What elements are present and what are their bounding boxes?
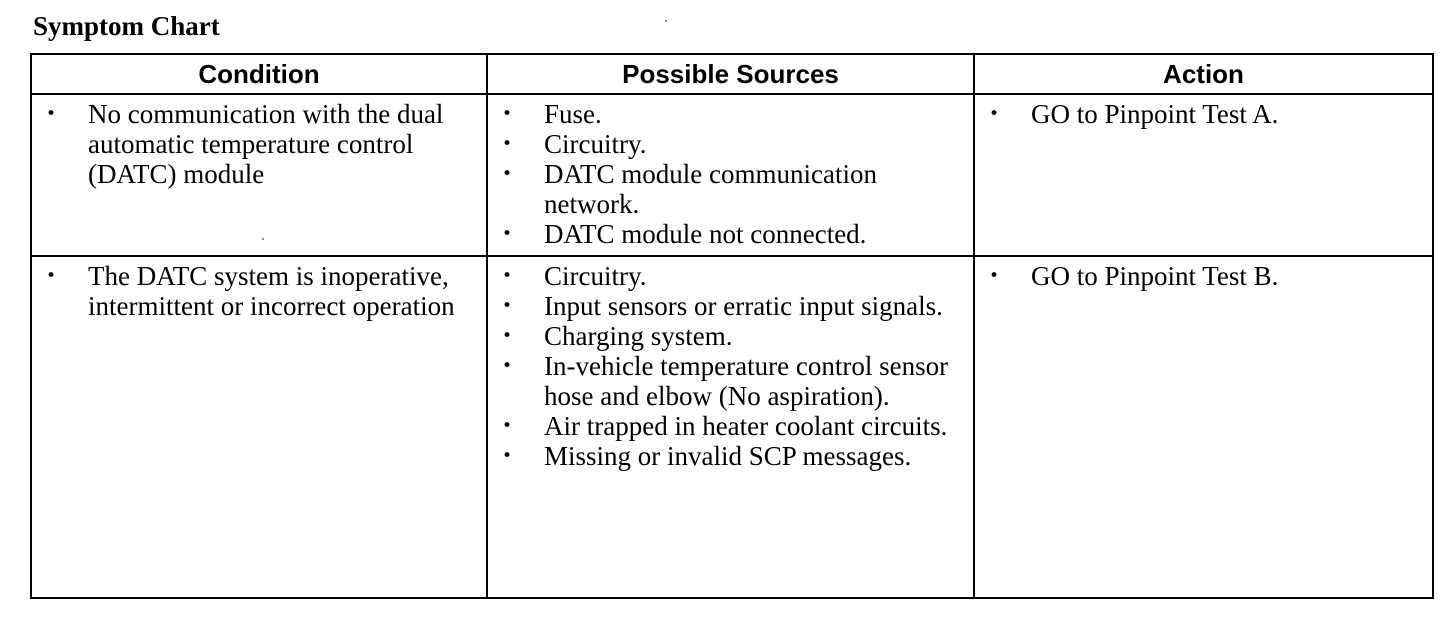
table-header-row	[31, 54, 1433, 94]
source-text: Circuitry.	[544, 129, 647, 159]
source-text: Missing or invalid SCP messages.	[544, 441, 912, 471]
action-cell	[974, 256, 1433, 598]
symptom-table	[30, 53, 1434, 599]
column-header-condition: Condition	[31, 54, 487, 94]
condition-text: No communication with the dual automatic temperature control (DATC) module	[88, 99, 444, 189]
action-list	[975, 257, 1432, 297]
source-text: DATC module communication network.	[544, 159, 877, 219]
bullet-icon: •	[502, 104, 513, 124]
source-text: Input sensors or erratic input signals.	[544, 291, 943, 321]
list-item	[502, 99, 965, 129]
column-header-action: Action	[974, 54, 1433, 94]
list-item	[502, 129, 965, 159]
scan-speck	[665, 20, 667, 22]
sources-list	[488, 95, 973, 255]
list-item	[502, 291, 965, 321]
condition-list	[32, 257, 486, 327]
condition-list	[32, 95, 486, 195]
table-row	[31, 256, 1433, 598]
page-title: Symptom Chart	[33, 11, 220, 41]
source-text: In-vehicle temperature control sensor hose and elbow (No aspiration).	[544, 351, 949, 411]
source-text: Fuse.	[544, 99, 602, 129]
condition-cell	[31, 256, 487, 598]
possible-sources-cell	[487, 256, 974, 598]
bullet-icon: •	[502, 224, 513, 244]
list-item	[502, 441, 965, 471]
bullet-icon: •	[502, 266, 513, 286]
action-text: GO to Pinpoint Test B.	[1031, 261, 1279, 291]
action-text: GO to Pinpoint Test A.	[1031, 99, 1279, 129]
list-item	[46, 99, 478, 189]
list-item	[502, 261, 965, 291]
list-item	[502, 321, 965, 351]
bullet-icon: •	[46, 104, 57, 124]
source-text: Charging system.	[544, 321, 733, 351]
source-text: Air trapped in heater coolant circuits.	[544, 411, 948, 441]
table-row	[31, 94, 1433, 256]
source-text: Circuitry.	[544, 261, 647, 291]
bullet-icon: •	[502, 356, 513, 376]
list-item	[989, 261, 1424, 291]
action-cell	[974, 94, 1433, 256]
bullet-icon: •	[502, 164, 513, 184]
condition-text: The DATC system is inoperative, intermittent or incorrect operation	[88, 261, 455, 321]
bullet-icon: •	[502, 446, 513, 466]
list-item	[502, 159, 965, 219]
action-list	[975, 95, 1432, 135]
condition-cell	[31, 94, 487, 256]
possible-sources-cell	[487, 94, 974, 256]
list-item	[502, 351, 965, 411]
bullet-icon: •	[502, 134, 513, 154]
list-item	[46, 261, 478, 321]
source-text: DATC module not connected.	[544, 219, 867, 249]
bullet-icon: •	[502, 296, 513, 316]
bullet-icon: •	[989, 104, 1000, 124]
bullet-icon: •	[502, 326, 513, 346]
sources-list	[488, 257, 973, 477]
bullet-icon: •	[46, 266, 57, 286]
list-item	[502, 219, 965, 249]
bullet-icon: •	[502, 416, 513, 436]
column-header-possible-sources: Possible Sources	[487, 54, 974, 94]
list-item	[989, 99, 1424, 129]
bullet-icon: •	[989, 266, 1000, 286]
list-item	[502, 411, 965, 441]
